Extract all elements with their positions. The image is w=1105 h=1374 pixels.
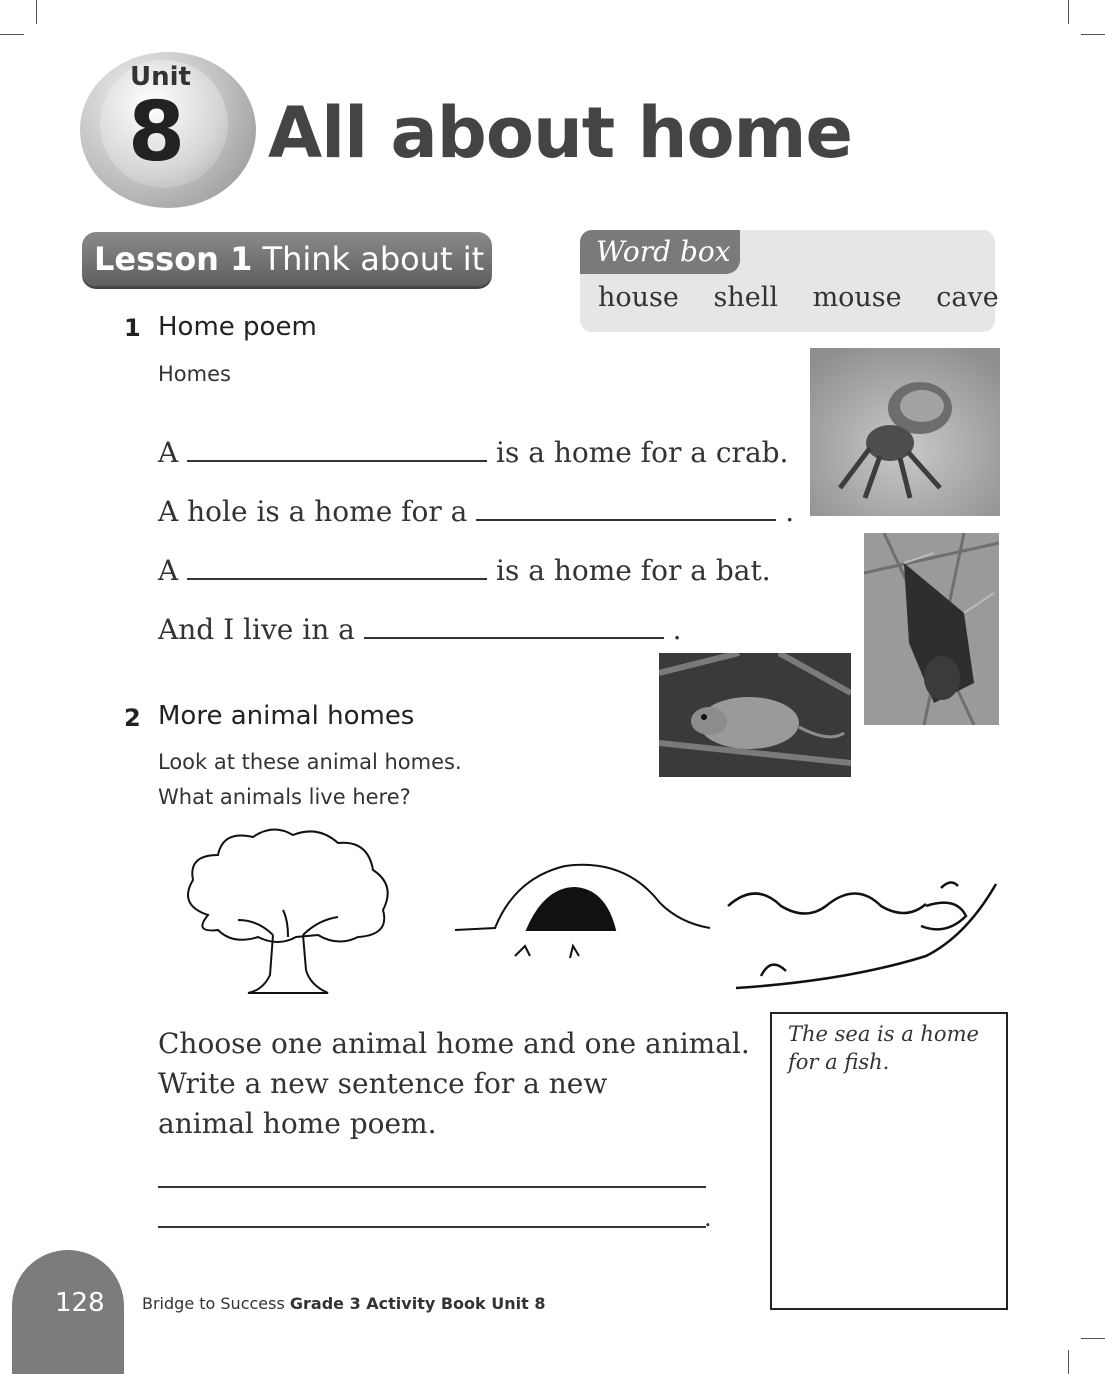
- unit-label: Unit: [130, 62, 191, 92]
- example-line-2: for a fish.: [788, 1050, 890, 1074]
- instruction-line-1: Look at these animal homes.: [158, 750, 462, 774]
- lesson-tab: [82, 232, 492, 286]
- task-paragraph: [158, 1024, 750, 1144]
- poem-title: Homes: [158, 362, 231, 386]
- lesson-title: Think about it: [262, 240, 485, 278]
- task-line-3: animal home poem.: [158, 1107, 437, 1140]
- footer-book: Grade 3 Activity Book Unit 8: [289, 1294, 546, 1313]
- section-2-number: 2: [124, 704, 141, 732]
- crop-mark: [0, 34, 24, 35]
- cave-drawing: [455, 858, 710, 970]
- section-1-number: 1: [124, 314, 141, 342]
- answer-line-2[interactable]: [158, 1226, 706, 1228]
- footer-text: [142, 1294, 545, 1313]
- unit-number: 8: [128, 85, 186, 180]
- page-title: All about home: [268, 92, 852, 174]
- crop-mark: [1068, 0, 1069, 24]
- tree-drawing: [178, 825, 398, 997]
- mouse-photo: [659, 653, 851, 777]
- word-cave: cave: [936, 282, 999, 313]
- section-1-heading: Home poem: [158, 312, 317, 342]
- word-list: [598, 282, 1025, 313]
- lesson-number: Lesson 1: [94, 240, 253, 278]
- crop-mark: [1081, 1338, 1105, 1339]
- poem-line-2-start: A hole is a home for a: [158, 495, 468, 528]
- poem-line-1-end: is a home for a crab.: [496, 436, 789, 469]
- poem-blank-3[interactable]: [187, 556, 487, 580]
- poem-line-4: [158, 613, 682, 646]
- poem-line-1: [158, 436, 788, 469]
- poem-line-2-end: .: [785, 495, 795, 528]
- page-number: 128: [55, 1288, 105, 1318]
- answer-line-period: .: [704, 1204, 712, 1232]
- poem-line-3-end: is a home for a bat.: [496, 554, 771, 587]
- word-mouse: mouse: [812, 282, 902, 313]
- poem-blank-2[interactable]: [476, 497, 776, 521]
- crop-mark: [1081, 34, 1105, 35]
- task-line-1: Choose one animal home and one animal.: [158, 1027, 750, 1060]
- poem-line-4-end: .: [672, 613, 682, 646]
- crop-mark: [1068, 1350, 1069, 1374]
- poem-blank-1[interactable]: [187, 438, 487, 462]
- bat-photo: [864, 533, 999, 725]
- poem-line-3-start: A: [158, 554, 179, 587]
- crop-mark: [36, 0, 37, 24]
- instruction-line-2: What animals live here?: [158, 785, 411, 809]
- section-2-heading: More animal homes: [158, 701, 415, 731]
- word-box-title: Word box: [580, 230, 740, 274]
- example-line-1: The sea is a home: [788, 1022, 979, 1046]
- task-line-2: Write a new sentence for a new: [158, 1067, 608, 1100]
- example-text: [788, 1020, 979, 1076]
- poem-line-2: [158, 495, 794, 528]
- poem-line-1-start: A: [158, 436, 179, 469]
- crab-photo: [810, 348, 1000, 516]
- poem-blank-4[interactable]: [364, 615, 664, 639]
- word-house: house: [598, 282, 679, 313]
- footer-series: Bridge to Success: [142, 1294, 285, 1313]
- poem-line-3: [158, 554, 771, 587]
- poem-line-4-start: And I live in a: [158, 613, 355, 646]
- answer-line-1[interactable]: [158, 1186, 706, 1188]
- sea-drawing: [726, 876, 998, 992]
- word-shell: shell: [713, 282, 778, 313]
